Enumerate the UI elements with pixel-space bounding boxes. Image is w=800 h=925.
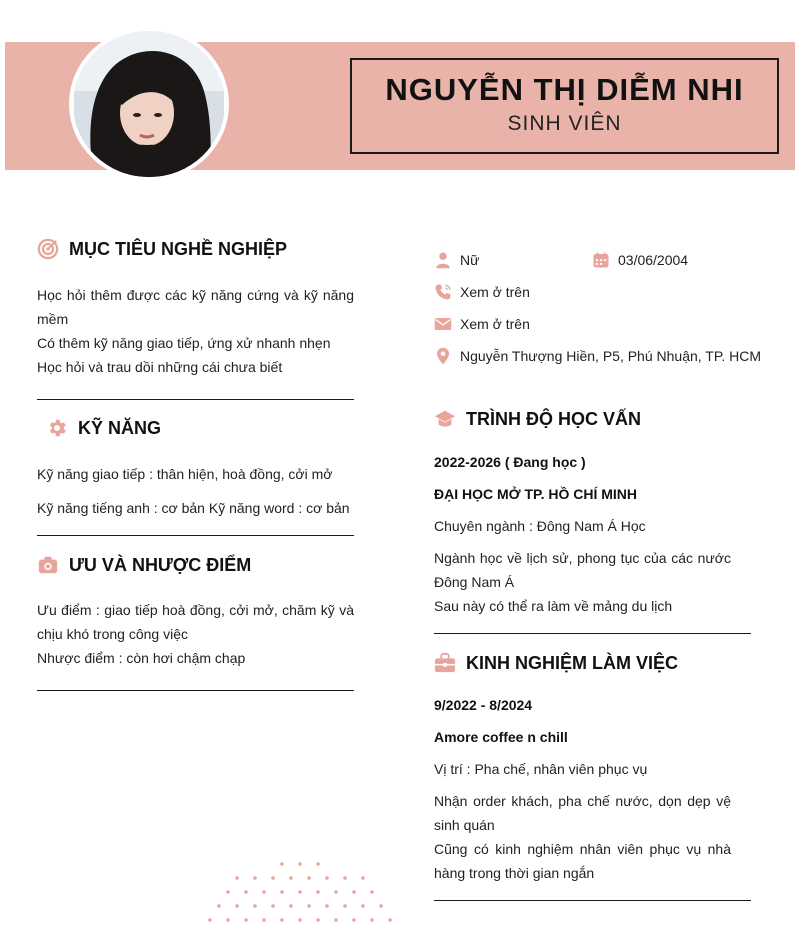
decorative-dot	[352, 890, 356, 894]
profile-photo	[73, 31, 225, 177]
decorative-dot	[325, 876, 329, 880]
decorative-dot	[343, 904, 347, 908]
decorative-dot-pattern	[205, 842, 395, 925]
decorative-dot	[253, 876, 257, 880]
decorative-dot	[235, 904, 239, 908]
education-desc-line: Ngành học về lịch sử, phong tục của các nước Đông Nam Á	[434, 550, 731, 590]
graduation-cap-icon	[434, 408, 456, 430]
decorative-dot	[316, 890, 320, 894]
divider	[37, 690, 354, 691]
education-title-text: TRÌNH ĐỘ HỌC VẤN	[466, 408, 641, 429]
experience-desc-line: Cũng có kinh nghiệm nhân viên phục vụ nhà hàng trong thời gian ngắn	[434, 841, 731, 881]
objective-title	[37, 238, 287, 260]
decorative-dot	[244, 890, 248, 894]
decorative-dot	[334, 890, 338, 894]
skill-line: Kỹ năng giao tiếp : thân hiện, hoà đồng, cởi mở	[37, 466, 333, 482]
decorative-dot	[262, 890, 266, 894]
name-box	[350, 58, 779, 154]
education-period: 2022-2026 ( Đang học )	[434, 454, 586, 470]
calendar-icon	[592, 251, 610, 269]
strengths-title	[37, 554, 251, 576]
location-pin-icon	[434, 347, 452, 365]
decorative-dot	[280, 862, 284, 866]
decorative-dot	[217, 904, 221, 908]
email-row	[434, 315, 530, 333]
experience-desc	[434, 789, 731, 885]
divider	[37, 399, 354, 400]
user-icon	[434, 251, 452, 269]
strengths-title-text: ƯU VÀ NHƯỢC ĐIỂM	[69, 554, 252, 575]
education-desc-line: Sau này có thể ra làm về mảng du lịch	[434, 598, 673, 614]
target-icon	[37, 238, 59, 260]
decorative-dot	[334, 918, 338, 922]
skill-line: Kỹ năng tiếng anh : cơ bản Kỹ năng word : cơ bản	[37, 500, 350, 516]
experience-title-text: KINH NGHIỆM LÀM VIỆC	[466, 652, 679, 673]
gear-icon	[46, 417, 68, 439]
gender-row	[434, 251, 479, 269]
objective-title-text: MỤC TIÊU NGHỀ NGHIỆP	[69, 238, 288, 259]
decorative-dot	[316, 918, 320, 922]
experience-desc-line: Nhận order khách, pha chế nước, dọn dẹp vệ sinh quán	[434, 793, 731, 833]
strength-line: Ưu điểm : giao tiếp hoà đồng, cởi mở, chăm kỹ và chịu khó trong công việc	[37, 602, 354, 642]
job-title: SINH VIÊN	[507, 112, 622, 135]
experience-position: Vị trí : Pha chế, nhân viên phục vụ	[434, 761, 648, 777]
address-row	[434, 347, 761, 365]
experience-company: Amore coffee n chill	[434, 729, 568, 745]
phone-icon	[434, 283, 452, 301]
decorative-dot	[307, 876, 311, 880]
decorative-dot	[298, 862, 302, 866]
education-major: Chuyên ngành : Đông Nam Á Học	[434, 518, 646, 534]
dob-row	[592, 251, 688, 269]
decorative-dot	[289, 876, 293, 880]
decorative-dot	[226, 918, 230, 922]
decorative-dot	[325, 904, 329, 908]
briefcase-icon	[434, 652, 456, 674]
decorative-dot	[388, 918, 392, 922]
camera-icon	[37, 554, 59, 576]
decorative-dot	[289, 904, 293, 908]
education-school: ĐẠI HỌC MỞ TP. HỒ CHÍ MINH	[434, 486, 638, 502]
skills-title-text: KỸ NĂNG	[78, 417, 162, 438]
decorative-dot	[262, 918, 266, 922]
education-title	[434, 408, 641, 430]
decorative-dot	[298, 890, 302, 894]
skills-title	[46, 417, 161, 439]
email-value: Xem ở trên	[460, 316, 530, 332]
divider	[434, 900, 751, 901]
decorative-dot	[244, 918, 248, 922]
decorative-dot	[316, 862, 320, 866]
dob-value: 03/06/2004	[618, 252, 689, 268]
strength-line: Nhược điểm : còn hơi chậm chạp	[37, 650, 246, 666]
decorative-dot	[379, 904, 383, 908]
decorative-dot	[370, 890, 374, 894]
divider	[434, 633, 751, 634]
experience-title	[434, 652, 678, 674]
decorative-dot	[271, 904, 275, 908]
decorative-dot	[370, 918, 374, 922]
divider	[37, 535, 354, 536]
objective-line: Học hỏi thêm được các kỹ năng cứng và kỹ năng mềm	[37, 287, 354, 327]
strengths-text	[37, 598, 354, 670]
objective-text	[37, 283, 354, 379]
decorative-dot	[307, 904, 311, 908]
decorative-dot	[352, 918, 356, 922]
objective-line: Học hỏi và trau dồi những cái chưa biết	[37, 359, 283, 375]
decorative-dot	[226, 890, 230, 894]
decorative-dot	[280, 918, 284, 922]
decorative-dot	[298, 918, 302, 922]
experience-period: 9/2022 - 8/2024	[434, 697, 533, 713]
decorative-dot	[343, 876, 347, 880]
phone-row	[434, 283, 530, 301]
avatar	[69, 27, 229, 181]
decorative-dot	[280, 890, 284, 894]
decorative-dot	[361, 876, 365, 880]
address-value: Nguyễn Thượng Hiền, P5, Phú Nhuận, TP. HCM	[460, 348, 762, 364]
decorative-dot	[208, 918, 212, 922]
education-desc	[434, 546, 731, 618]
decorative-dot	[253, 904, 257, 908]
full-name: NGUYỄN THỊ DIỄM NHI	[385, 72, 744, 107]
phone-value: Xem ở trên	[460, 284, 530, 300]
decorative-dot	[361, 904, 365, 908]
gender-value: Nữ	[460, 252, 480, 268]
objective-line: Có thêm kỹ năng giao tiếp, ứng xử nhanh nhẹn	[37, 335, 331, 351]
decorative-dot	[271, 876, 275, 880]
decorative-dot	[235, 876, 239, 880]
envelope-icon	[434, 315, 452, 333]
